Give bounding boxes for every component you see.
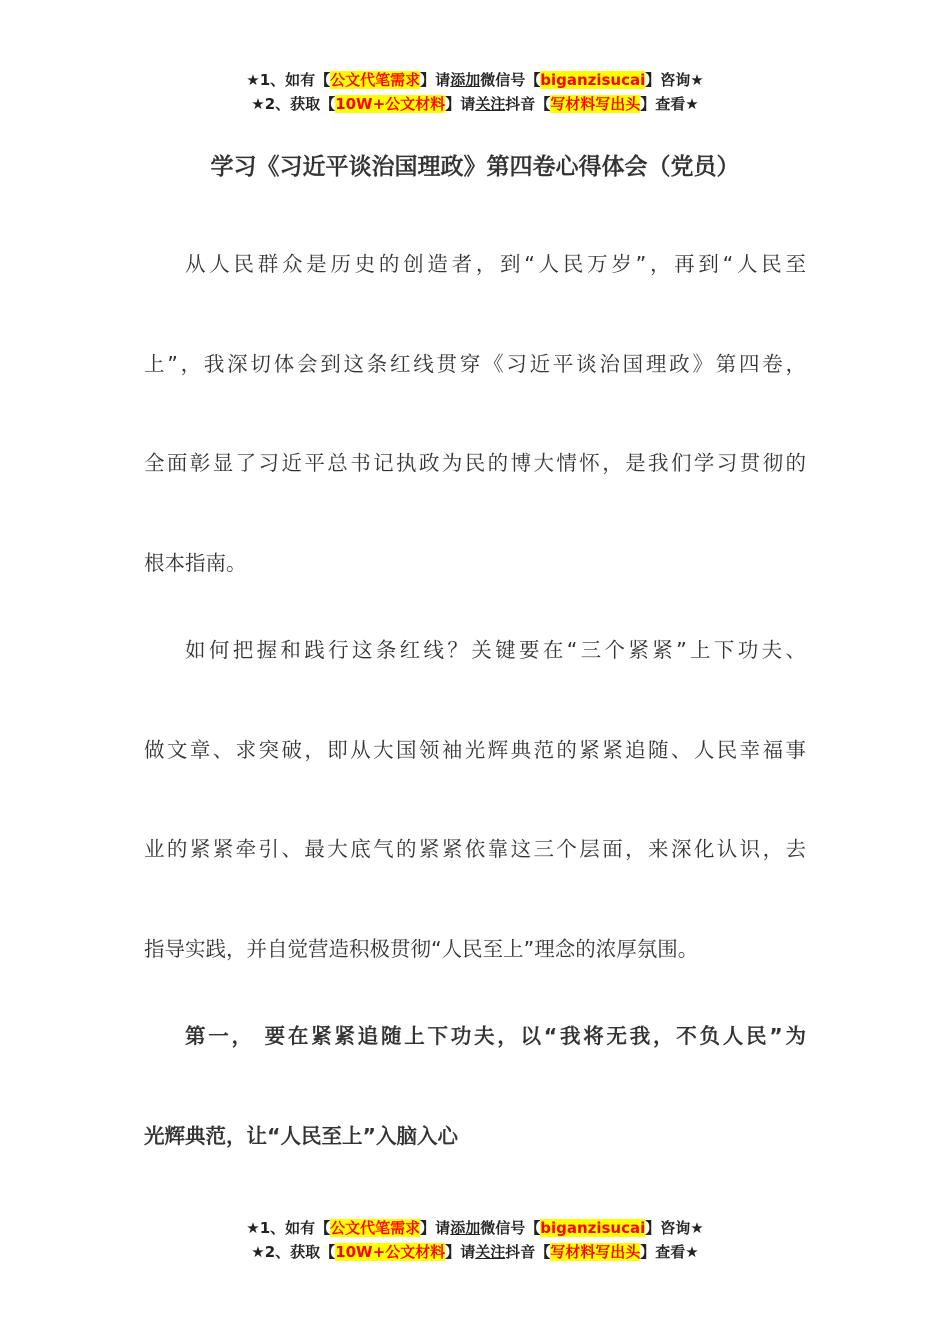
- promo-text: 】查看★: [640, 95, 699, 113]
- promo-line-1: [0, 68, 950, 92]
- promo-underline: 添加: [450, 71, 481, 89]
- wechat-id-highlight: biganzisucai: [540, 1219, 646, 1237]
- promo-line-2: [0, 1240, 950, 1264]
- promo-text: 】请: [445, 1243, 476, 1261]
- wechat-id-highlight: biganzisucai: [540, 71, 646, 89]
- paragraph-line: 全面彰显了习近平总书记执政为民的博大情怀，是我们学习贯彻的: [144, 451, 806, 475]
- paragraph-line: 根本指南。: [144, 550, 247, 575]
- heading-line: 第一， 要在紧紧追随上下功夫，以“我将无我，不负人民”为: [185, 1024, 806, 1048]
- paragraph-line: 指导实践，并自觉营造积极贯彻“人民至上”理念的浓厚氛围。: [144, 936, 699, 961]
- promo-banner-top: [0, 68, 950, 116]
- promo-banner-bottom: [0, 1216, 950, 1264]
- paragraph-line: 从人民群众是历史的创造者，到“人民万岁”，再到“人民至: [185, 252, 806, 276]
- paragraph-line: 业的紧紧牵引、最大底气的紧紧依靠这三个层面，来深化认识，去: [144, 837, 806, 861]
- paragraph-line: 上”，我深切体会到这条红线贯穿《习近平谈治国理政》第四卷，: [144, 351, 806, 376]
- promo-text: 抖音【: [505, 95, 551, 113]
- promo-underline: 关注: [475, 1243, 506, 1261]
- promo-text: 微信号【: [480, 1219, 541, 1237]
- paragraph-1: [144, 215, 806, 613]
- promo-text: 抖音【: [505, 1243, 551, 1261]
- paragraph-line: 如何把握和践行这条红线？关键要在“三个紧紧”上下功夫、: [185, 638, 806, 662]
- heading-line: 光辉典范，让“人民至上”入脑入心: [144, 1123, 458, 1148]
- promo-line-2: [0, 92, 950, 116]
- promo-text: 】请: [420, 1219, 451, 1237]
- promo-text: 】请: [445, 95, 476, 113]
- promo-highlight: 公文代笔需求: [330, 1219, 421, 1237]
- section-heading-1: [144, 987, 806, 1186]
- promo-highlight: 10W+公文材料: [335, 1243, 446, 1261]
- promo-highlight: 10W+公文材料: [335, 95, 446, 113]
- document-title: 学习《习近平谈治国理政》第四卷心得体会（党员）: [210, 154, 740, 180]
- paragraph-line: 做文章、求突破，即从大国领袖光辉典范的紧紧追随、人民幸福事: [144, 737, 806, 762]
- douyin-id-highlight: 写材料写出头: [550, 1243, 641, 1261]
- document-body: [144, 215, 806, 1186]
- promo-underline: 关注: [475, 95, 506, 113]
- promo-text: 微信号【: [480, 71, 541, 89]
- promo-text: ★2、获取【: [251, 1243, 336, 1261]
- promo-underline: 添加: [450, 1219, 481, 1237]
- paragraph-2: [144, 601, 806, 999]
- promo-highlight: 公文代笔需求: [330, 71, 421, 89]
- promo-text: ★1、如有【: [246, 71, 331, 89]
- promo-text: 】查看★: [640, 1243, 699, 1261]
- promo-text: ★2、获取【: [251, 95, 336, 113]
- promo-text: 】请: [420, 71, 451, 89]
- douyin-id-highlight: 写材料写出头: [550, 95, 641, 113]
- promo-line-1: [0, 1216, 950, 1240]
- promo-text: ★1、如有【: [246, 1219, 331, 1237]
- promo-text: 】咨询★: [645, 71, 704, 89]
- promo-text: 】咨询★: [645, 1219, 704, 1237]
